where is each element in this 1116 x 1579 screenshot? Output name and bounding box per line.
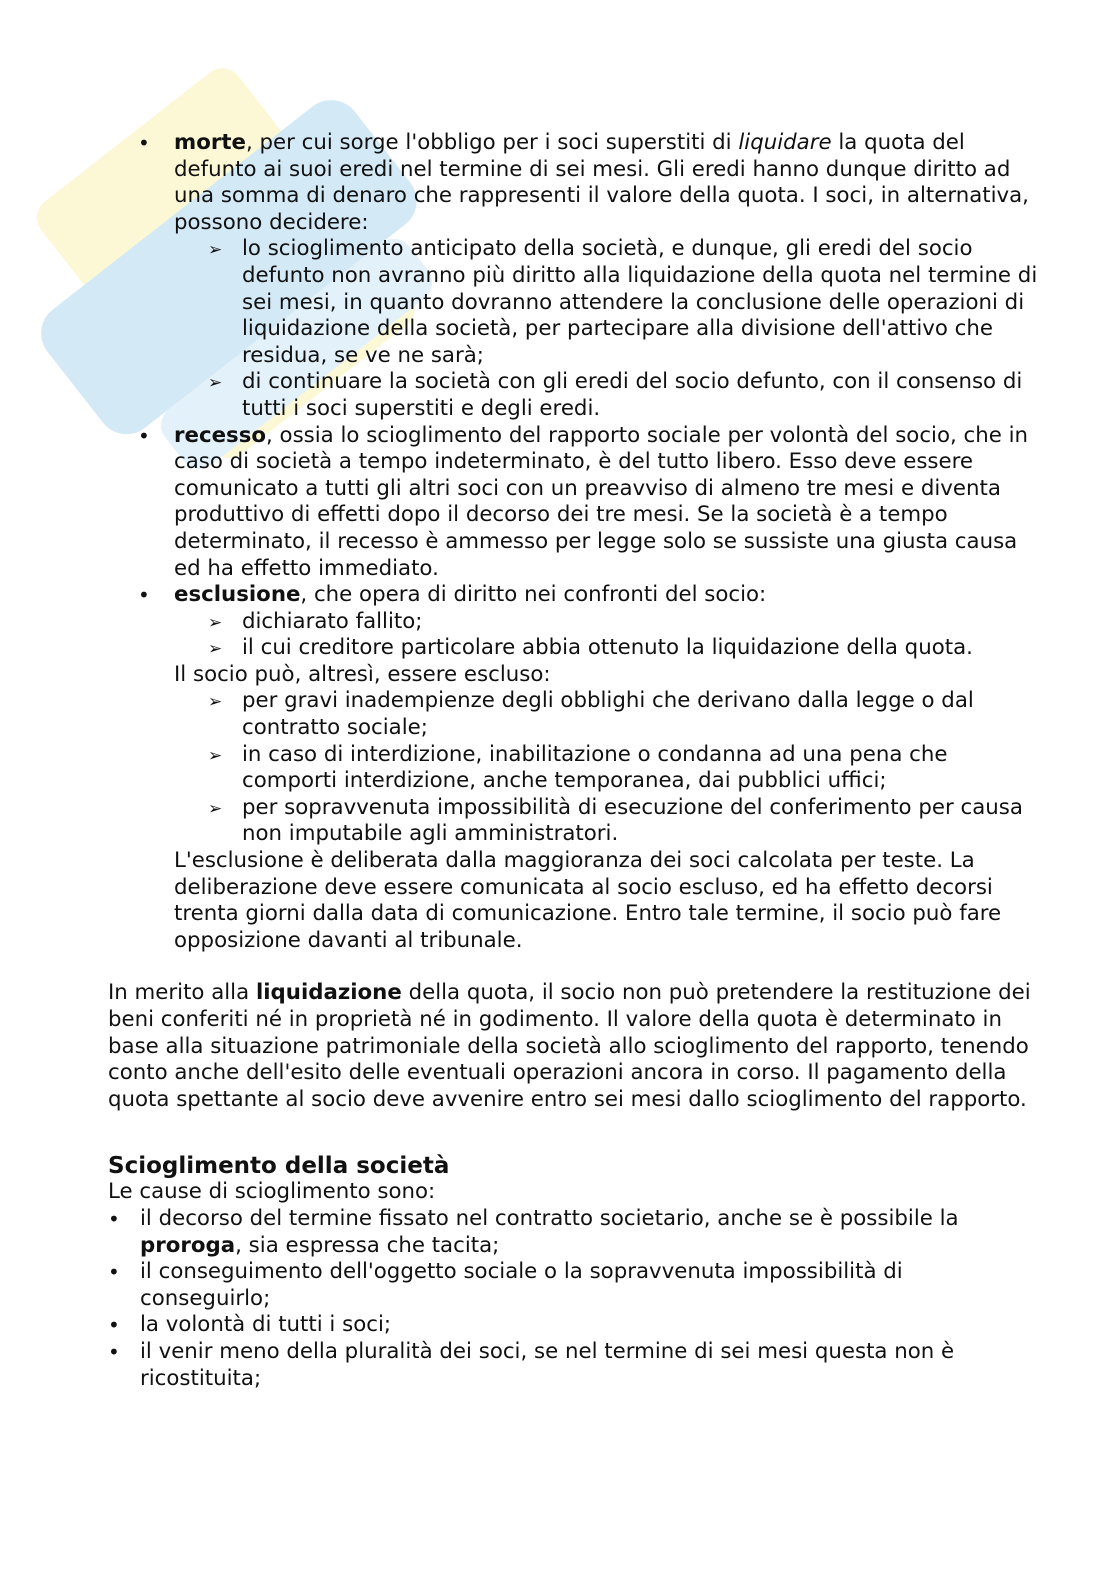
morte-sublist: [174, 236, 1038, 422]
spacer: [108, 954, 1038, 980]
section-heading: Scioglimento della società: [108, 1153, 450, 1180]
sublist-item: ➢ per sopravvenuta impossibilità di esecuzione del conferimento per causa non imputabile agli amministratori.: [208, 794, 1023, 847]
bullet-glyph: •: [138, 131, 150, 155]
term-liquidazione: liquidazione: [255, 980, 402, 1006]
esclusione-paragraph-2: L'esclusione è deliberata dalla maggioranza dei soci calcolata per teste. La deliberazione deve essere comunicata al socio escluso, ed ha effetto decorsi trenta giorni dalla data di comunicazione. Entro tale termine, il socio può fare opposizione davanti al tribunale.: [174, 848, 1002, 953]
sublist-item: ➢ il cui creditore particolare abbia ottenuto la liquidazione della quota.: [174, 635, 1038, 662]
esclusione-sublist-1: [174, 609, 1038, 662]
esclusione-text: , che opera di diritto nei confronti del socio:: [300, 582, 767, 608]
list-item: • la volontà di tutti i soci;: [108, 1312, 392, 1338]
sublist-item: ➢ dichiarato fallito;: [174, 609, 1038, 636]
esclusione-sublist-2: [174, 688, 1038, 848]
sublist-item: ➢ in caso di interdizione, inabilitazione o condanna ad una pena che comporti interdizione, anche temporanea, dai pubblici uffici;: [208, 741, 948, 794]
arrow-bullet-icon: ➢: [208, 639, 223, 660]
sublist-item: ➢ di continuare la società con gli eredi del socio defunto, con il consenso di tutti i soci superstiti e degli eredi.: [208, 369, 1023, 421]
list-item-esclusione: [108, 582, 1038, 954]
arrow-bullet-icon: ➢: [208, 798, 223, 819]
bullet-glyph: •: [108, 1339, 120, 1364]
liquidazione-paragraph: In merito alla liquidazione della quota, il socio non può pretendere la restituzione dei beni conferiti né in proprietà né in godimento. Il valore della quota è determinato in base alla situazione patrimoniale della società allo scioglimento del rapporto, tenendo conto anche dell'esito delle eventuali operazioni ancora in corso. Il pagamento della quota spettante al socio deve avvenire entro sei mesi dallo scioglimento del rapporto.: [108, 980, 1031, 1112]
list-item: • il conseguimento dell'oggetto sociale o la sopravvenuta impossibilità di conseguirlo;: [108, 1259, 903, 1311]
term-esclusione: esclusione: [174, 582, 301, 608]
bullet-glyph: •: [108, 1260, 120, 1285]
esclusione-paragraph-1: Il socio può, altresì, essere escluso:: [174, 661, 551, 687]
recesso-text: , ossia lo scioglimento del rapporto sociale per volontà del socio, che in caso di società a tempo indeterminato, è del tutto libero. Esso deve essere comunicato a tutti gli altri soci con un preavviso di almeno tre mesi e diventa produttivo di effetti dopo il decorso dei tre mesi. Se la società è a tempo determinato, il recesso è ammesso per legge solo se sussiste una giusta causa ed ha effetto immediato.: [174, 422, 1029, 581]
section-intro: Le cause di scioglimento sono:: [108, 1179, 436, 1205]
list-item: • il venir meno della pluralità dei soci, se nel termine di sei mesi questa non è ricostituita;: [108, 1338, 955, 1391]
list-item-recesso: [108, 423, 1038, 583]
scioglimento-list: [108, 1206, 1038, 1392]
arrow-bullet-icon: ➢: [208, 692, 223, 713]
term-recesso: recesso: [174, 422, 266, 448]
morte-text-2: la quota del defunto ai suoi eredi nel termine di sei mesi. Gli eredi hanno dunque diritto ad una somma di denaro che rappresenti il valore della quota. I soci, in alternativa, possono decidere:: [174, 130, 1029, 235]
causes-list: [108, 130, 1038, 954]
arrow-bullet-icon: ➢: [208, 745, 223, 766]
arrow-bullet-icon: ➢: [208, 240, 223, 261]
term-proroga: proroga: [140, 1232, 236, 1258]
list-item: • il decorso del termine fissato nel contratto societario, anche se è possibile la proroga, sia espressa che tacita;: [108, 1205, 959, 1258]
bullet-glyph: •: [138, 583, 150, 608]
bullet-glyph: •: [138, 423, 150, 448]
arrow-bullet-icon: ➢: [208, 612, 223, 633]
document-body: [108, 130, 1038, 1392]
list-item-morte: [108, 130, 1038, 423]
arrow-bullet-icon: ➢: [208, 373, 223, 394]
sublist-item: ➢ lo scioglimento anticipato della società, e dunque, gli eredi del socio defunto non avranno più diritto alla liquidazione della quota nel termine di sei mesi, in quanto dovranno attendere la conclusione delle operazioni di liquidazione della società, per partecipare alla divisione dell'attivo che residua, se ve ne sarà;: [208, 236, 1038, 368]
term-morte: morte: [174, 130, 246, 155]
bullet-glyph: •: [108, 1206, 120, 1231]
bullet-glyph: •: [108, 1313, 120, 1338]
term-liquidare: liquidare: [738, 130, 832, 155]
sublist-item: ➢ per gravi inadempienze degli obblighi che derivano dalla legge o dal contratto sociale;: [208, 688, 974, 741]
spacer: [108, 1113, 1038, 1153]
morte-text-1: , per cui sorge l'obbligo per i soci superstiti di: [245, 130, 739, 155]
